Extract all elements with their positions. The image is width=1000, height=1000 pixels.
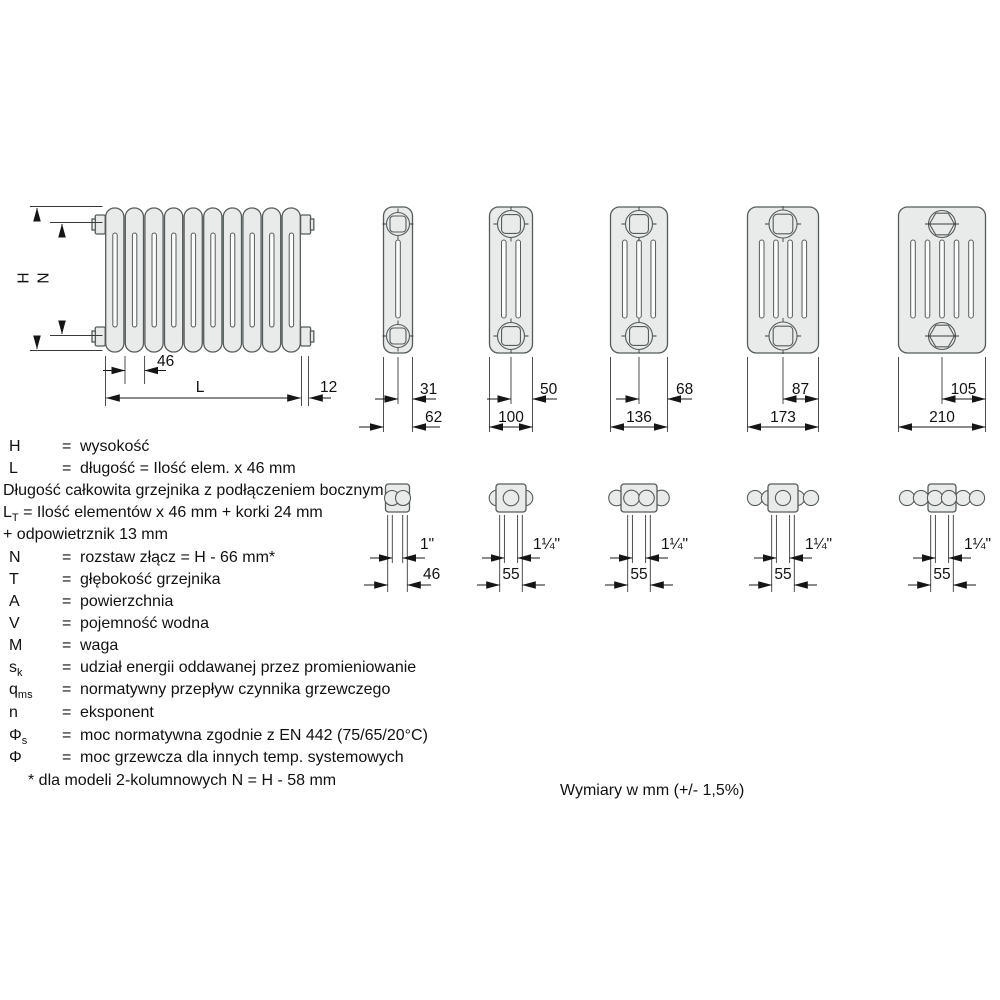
dim-label-N: N <box>35 272 53 284</box>
legend-symbol: $s_k$ <box>9 659 23 680</box>
dim-label-12: 12 <box>320 379 338 396</box>
legend-equals: = <box>62 727 72 744</box>
column-gap <box>516 240 521 318</box>
dim-label-L: L <box>195 379 205 396</box>
legend-symbol: N <box>9 549 21 566</box>
dim-label-depth: 100 <box>498 409 524 426</box>
column-gap <box>940 240 945 318</box>
column-tube <box>941 490 956 505</box>
legend-description: powierzchnia <box>80 593 174 610</box>
legend-footnote: * dla modeli 2-kolumnowych N = H - 58 mm <box>28 772 337 789</box>
column-gap <box>802 240 807 318</box>
dim-label-thread: 1" <box>420 536 435 553</box>
section-6-column <box>899 207 986 432</box>
column-tube <box>913 490 928 505</box>
legend-row <box>0 727 560 747</box>
dimensions-note: Wymiary w mm (+/- 1,5%) <box>560 782 745 799</box>
boss-flange <box>310 219 313 230</box>
legend-symbol: $q_{ms}$ <box>9 681 33 702</box>
legend-row <box>0 460 560 480</box>
legend-description: moc normatywna zgodnie z EN 442 (75/65/20°C) <box>80 727 428 744</box>
boss-flange <box>92 331 95 342</box>
dim-label-depth: 62 <box>425 409 443 426</box>
dim-label-depth: 173 <box>770 409 796 426</box>
element-gap <box>172 233 176 327</box>
column-gap <box>637 240 642 318</box>
column-gap <box>911 240 916 318</box>
legend-equals: = <box>62 593 72 610</box>
element-gap <box>270 233 274 327</box>
boss <box>95 327 105 346</box>
column-tube <box>624 490 640 506</box>
legend-row <box>0 681 560 701</box>
legend-description: głębokość grzejnika <box>80 571 221 588</box>
element-gap <box>250 233 254 327</box>
legend-row <box>0 504 560 524</box>
legend-equals: = <box>62 549 72 566</box>
legend-equals: = <box>62 438 72 455</box>
legend-equals: = <box>62 615 72 632</box>
dim-label-pitch: 55 <box>774 566 792 583</box>
column-tube <box>899 490 914 505</box>
column-gap <box>622 240 627 318</box>
legend-description: długość = Ilość elem. x 46 mm <box>80 460 296 477</box>
column-gap <box>502 240 507 318</box>
legend-equals: = <box>62 659 72 676</box>
boss <box>301 215 311 234</box>
legend-description: udział energii oddawanej przez promieniowanie <box>80 659 417 676</box>
dim-label-half-depth: 50 <box>540 381 558 398</box>
boss-flange <box>92 219 95 230</box>
legend-row <box>0 615 560 635</box>
legend-symbol: V <box>9 615 20 632</box>
legend-symbol: n <box>9 704 18 721</box>
radiator-elements <box>106 208 301 352</box>
dim-label-half-depth: 31 <box>420 381 438 398</box>
legend-description: normatywny przepływ czynnika grzewczego <box>80 681 391 698</box>
legend-symbol: A <box>9 593 20 610</box>
column-tube <box>803 490 818 505</box>
column-tube <box>639 490 655 506</box>
legend-row <box>0 438 560 458</box>
legend-row <box>0 659 560 679</box>
column-gap <box>788 240 793 318</box>
height-dimension <box>16 207 103 351</box>
legend-equals: = <box>62 637 72 654</box>
legend-row <box>0 482 560 502</box>
boss <box>301 327 311 346</box>
node-spacing-dimension <box>36 223 103 336</box>
column-gap <box>759 240 764 318</box>
element-gap <box>230 233 234 327</box>
section-3-column <box>487 207 558 433</box>
legend-symbol: L <box>9 460 18 477</box>
column-gap <box>774 240 779 318</box>
dim-label-thread: 1¼" <box>964 536 992 553</box>
front-view <box>16 207 338 407</box>
column-tube <box>927 490 942 505</box>
dim-label-half-depth: 68 <box>676 381 694 398</box>
legend-symbol: M <box>9 637 23 654</box>
column-gap <box>969 240 974 318</box>
legend-description: wysokość <box>80 438 150 455</box>
legend-description: eksponent <box>80 704 154 721</box>
legend-row <box>0 704 560 724</box>
legend-symbol: Φ <box>9 749 22 766</box>
boss-flange <box>310 331 313 342</box>
element-gap <box>113 233 117 327</box>
dim-label-pitch: 55 <box>933 566 951 583</box>
top-view-5-column <box>747 484 832 592</box>
legend-description: rozstaw złącz = H - 66 mm* <box>80 549 276 566</box>
legend-symbol: T <box>9 571 19 588</box>
dim-label-46: 46 <box>157 353 175 370</box>
section-2-column <box>359 207 442 432</box>
section-5-column <box>748 206 819 432</box>
legend-row <box>0 593 560 613</box>
dim-label-thread: 1¼" <box>533 536 561 553</box>
dim-label-half-depth: 87 <box>791 381 810 398</box>
legend-equals: = <box>62 571 72 588</box>
legend-equals: = <box>62 749 72 766</box>
top-view-6-column <box>899 484 991 592</box>
column-gap <box>396 240 401 318</box>
legend-row <box>0 749 560 769</box>
element-gap <box>289 233 293 327</box>
column-gap <box>925 240 930 318</box>
dim-label-half-depth: 105 <box>950 381 977 398</box>
legend-description: waga <box>80 637 119 654</box>
column-gap <box>651 240 656 318</box>
legend-equals: = <box>62 704 72 721</box>
dim-label-pitch: 55 <box>502 566 520 583</box>
section-4-column <box>611 207 694 433</box>
legend-row <box>0 772 560 792</box>
legend-row <box>0 549 560 569</box>
dim-label-depth: 136 <box>626 409 652 426</box>
legend-symbol: H <box>9 438 21 455</box>
legend-description: $L_T$ = Ilość elementów x 46 mm + korki 24 mm <box>3 504 323 525</box>
boss <box>95 215 105 234</box>
length-dimensions <box>103 353 337 406</box>
top-view-4-column <box>605 484 688 592</box>
legend-description: + odpowietrznik 13 mm <box>3 526 168 543</box>
column-tube <box>969 490 984 505</box>
dim-label-thread: 1¼" <box>805 536 833 553</box>
element-gap <box>132 233 136 327</box>
legend-row <box>0 526 560 546</box>
legend-description: Długość całkowita grzejnika z podłączeniem bocznym <box>3 482 384 499</box>
legend-symbol: $\Phi_s$ <box>9 727 28 748</box>
column-gap <box>954 240 959 318</box>
dim-label-pitch: 46 <box>423 566 441 583</box>
legend-description: pojemność wodna <box>80 615 209 632</box>
legend-row <box>0 571 560 591</box>
dim-label-depth: 210 <box>929 409 955 426</box>
column-tube <box>747 490 762 505</box>
element-gap <box>191 233 195 327</box>
legend-row <box>0 637 560 657</box>
element-gap <box>152 233 156 327</box>
column-tube <box>955 490 970 505</box>
dim-label-H: H <box>15 272 33 284</box>
legend-equals: = <box>62 460 72 477</box>
column-tube <box>775 490 790 505</box>
dim-label-pitch: 55 <box>630 566 648 583</box>
legend-equals: = <box>62 681 72 698</box>
legend-description: moc grzewcza dla innych temp. systemowych <box>80 749 404 766</box>
dim-label-thread: 1¼" <box>661 536 689 553</box>
element-gap <box>211 233 215 327</box>
